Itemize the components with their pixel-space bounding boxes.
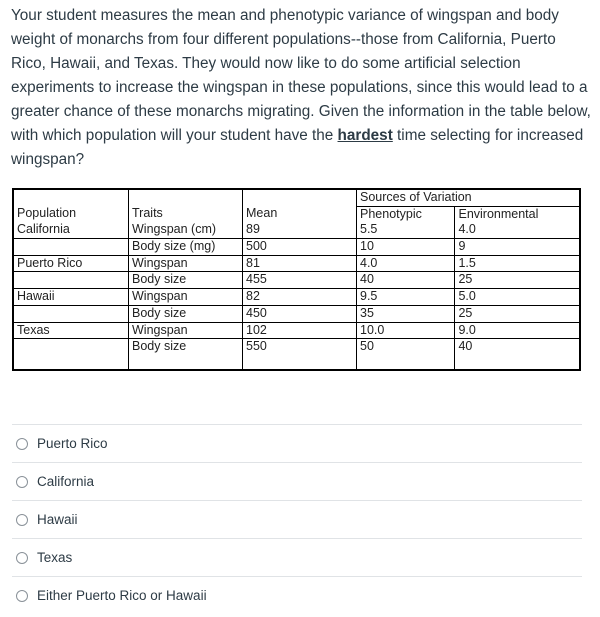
answer-label: Puerto Rico [37, 436, 108, 451]
table-header-row [13, 206, 580, 222]
table-cell: 5.0 [455, 289, 580, 306]
table-cell: 40 [357, 272, 455, 289]
table-row [13, 322, 580, 339]
table-cell: Wingspan [129, 255, 243, 272]
table-cell: 25 [455, 305, 580, 322]
table-row [13, 272, 580, 289]
table-cell: 550 [243, 339, 357, 355]
table-spacer-row [13, 355, 580, 370]
table-cell: 50 [357, 339, 455, 355]
radio-button-icon[interactable] [16, 476, 28, 488]
answer-list [12, 424, 582, 614]
table-cell: Body size (mg) [129, 239, 243, 256]
table-cell: Wingspan [129, 289, 243, 306]
table-cell [13, 339, 129, 355]
answer-label: Texas [37, 550, 73, 565]
table-cell: Body size [129, 339, 243, 355]
table-cell: 5.5 [357, 222, 455, 238]
table-cell: 4.0 [455, 222, 580, 238]
table-row [13, 239, 580, 256]
table-cell: 4.0 [357, 255, 455, 272]
group-header-cell: Sources of Variation [357, 189, 581, 206]
table-cell: 82 [243, 289, 357, 306]
table-cell [13, 305, 129, 322]
radio-button-icon[interactable] [16, 590, 28, 602]
answer-label: Hawaii [37, 512, 78, 527]
table-cell: Puerto Rico [13, 255, 129, 272]
question-emphasis: hardest [337, 127, 393, 144]
table-cell: 450 [243, 305, 357, 322]
table-cell: Wingspan [129, 322, 243, 339]
header-mean: Mean [243, 206, 357, 222]
table-cell: 10 [357, 239, 455, 256]
table-cell: 81 [243, 255, 357, 272]
header-population: Population [13, 206, 129, 222]
table-cell: 40 [455, 339, 580, 355]
header-phenotypic: Phenotypic [357, 206, 455, 222]
answer-option-texas[interactable] [12, 538, 582, 576]
table-row [13, 305, 580, 322]
header-traits: Traits [129, 206, 243, 222]
table-cell: 89 [243, 222, 357, 238]
table-row [13, 255, 580, 272]
question-text-end: time selecting for increased wingspan? [11, 127, 584, 168]
radio-button-icon[interactable] [16, 438, 28, 450]
answer-option-puerto-rico[interactable] [12, 424, 582, 462]
answer-label: Either Puerto Rico or Hawaii [37, 588, 207, 603]
table-cell [13, 272, 129, 289]
answer-label: California [37, 474, 95, 489]
table-cell: California [13, 222, 129, 238]
radio-button-icon[interactable] [16, 514, 28, 526]
table-cell: 9 [455, 239, 580, 256]
answer-option-hawaii[interactable] [12, 500, 582, 538]
table-group-header-row [13, 189, 580, 206]
table-row [13, 222, 580, 238]
answer-option-either-puerto-rico-or-hawaii[interactable] [12, 576, 582, 614]
table-cell: 35 [357, 305, 455, 322]
table-cell: 1.5 [455, 255, 580, 272]
table-cell: 455 [243, 272, 357, 289]
variation-table [12, 188, 581, 371]
radio-button-icon[interactable] [16, 552, 28, 564]
header-environmental: Environmental [455, 206, 580, 222]
table-row [13, 289, 580, 306]
table-cell: 9.5 [357, 289, 455, 306]
table-cell: Wingspan (cm) [129, 222, 243, 238]
table-cell: Texas [13, 322, 129, 339]
table-row [13, 339, 580, 355]
table-cell: 10.0 [357, 322, 455, 339]
question-text [11, 4, 591, 172]
table-cell: Hawaii [13, 289, 129, 306]
table-cell: 9.0 [455, 322, 580, 339]
table-cell: Body size [129, 305, 243, 322]
table-cell: 500 [243, 239, 357, 256]
question-text-main: Your student measures the mean and phenotypic variance of wingspan and body weight of monarchs from four different populations--those from California, Puerto Rico, Hawaii, and Texas. They would now like to do some artificial selection experiments to increase the wingspan in these populations, since this would lead to a greater chance of these monarchs migrating. Given the information in the table below, with which population will your student have the [11, 7, 591, 144]
table-cell: 102 [243, 322, 357, 339]
table-cell: 25 [455, 272, 580, 289]
answer-option-california[interactable] [12, 462, 582, 500]
table-cell [13, 239, 129, 256]
table-cell: Body size [129, 272, 243, 289]
